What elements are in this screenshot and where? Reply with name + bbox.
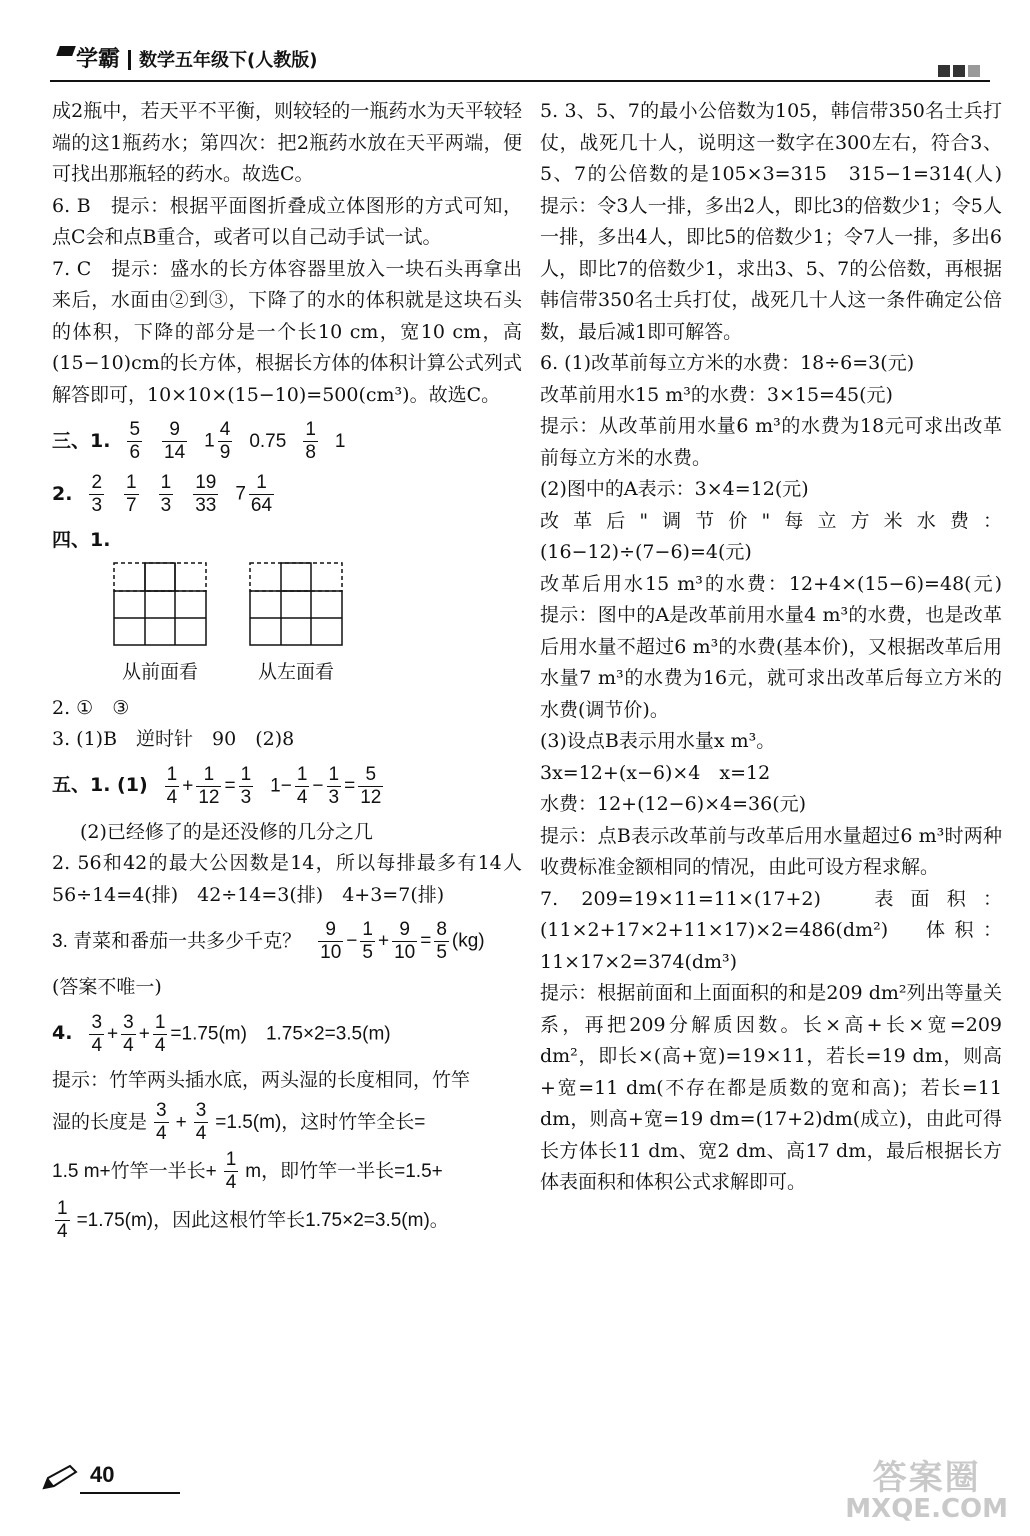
book-subtitle: 数学五年级下(人教版) [139, 50, 318, 71]
front-view-grid [112, 561, 208, 647]
decimal-value: 0.75 [249, 430, 287, 452]
fraction: $\frac{9}{14}$ [164, 419, 186, 463]
answer-6-2b: 改革后"调节价"每立方米水费：(16−12)÷(7−6)=4(元) [540, 509, 1002, 563]
right-column [540, 96, 1022, 1199]
left-column [52, 96, 542, 1247]
answer-continued: 成2瓶中，若天平不平衡，则较轻的一瓶药水为天平较轻端的这1瓶药水；第四次：把2瓶药水放在天平两端，便可找出那瓶轻的药水。故选C。 [52, 100, 522, 185]
section-3-row-1: 三、1. $\frac{5}{6}$ $\frac{9}{14}$ 1 $\frac{4}{9}$ 0.75 $\frac{1}{8}$ 1 [52, 419, 346, 463]
answer-6-2c: 改革后用水15 m³的水费：12+4×(15−6)=48(元) 提示：图中的A是改革前用水量4 m³的水费，也是改革后用水量不超过6 m³的水费(基本价)，又根据改革后用水量7 m³的水费为16元，就可求出改革后每立方米的水费(调节价)。 [540, 572, 1022, 721]
answer-5-1-2: (2)已经修了的是还没修的几分之几 [80, 820, 373, 843]
integer-value: 1 [334, 430, 346, 452]
answer-7-hint: 提示：根据前面和上面面积的和是209 dm²列出等量关系，再把209分解质因数。长×高+长×宽=209 dm²，即长×(高+宽)=19×11，若长=19 dm，则高+宽=11 dm(不存在都是质数的宽和高)；若长=11 dm，则高+宽=19 dm=(17+2)dm(成立)，由此可得长方体长11 dm、宽2 dm、高17 dm，最后根据长方体表面积和体积公式求解即可。 [540, 982, 1002, 1193]
answer-4-3: 3. (1)B 逆时针 90 (2)8 [52, 728, 295, 750]
answer-6: 6. B 提示：根据平面图折叠成立体图形的方式可知，点C会和点B重合，或者可以自己动手试一试。 [52, 194, 522, 248]
answer-6-3-eq: 3x=12+(x−6)×4 x=12 [540, 761, 771, 784]
page-header [50, 42, 990, 82]
brand-logo [58, 42, 317, 73]
front-view-caption: 从前面看 [121, 661, 198, 683]
view-diagrams [52, 561, 522, 689]
answer-6-3: (3)设点B表示用水量x m³。 [540, 730, 776, 752]
answer-7: 7. C 提示：盛水的长方体容器里放入一块石头再拿出来后，水面由②到③，下降了的水的体积就是这块石头的体积，下降的部分是一个长10 cm，宽10 cm，高(15−10)cm的长方体，根据长方体的体积计算公式列式解答即可，10×10×(15−10)=500(cm³)。故选C。 [52, 257, 522, 406]
footer-rule [80, 1492, 180, 1494]
fraction: $\frac{1}{8}$ [305, 419, 316, 463]
equation-1: $\frac{1}{4}$ + $\frac{1}{12}$ = $\frac{1}{3}$ [166, 763, 252, 808]
hint-line-3: 1.5 m+竹竿一半长+ $\frac{1}{4}$ m，即竹竿一半长=1.5+ [52, 1149, 443, 1193]
answer-6-1: 6. (1)改革前每立方米的水费：18÷6=3(元) [540, 352, 915, 374]
mixed-number: 1 $\frac{4}{9}$ [204, 419, 231, 463]
page-footer [40, 1458, 1020, 1524]
brand-name: 学霸 [76, 47, 121, 72]
section-3-row-2: 2. $\frac{2}{3}$ $\frac{1}{7}$ $\frac{1}{3}$ $\frac{19}{33}$ 7 $\frac{1}{64}$ [52, 472, 522, 517]
answer-6-3-fee: 水费：12+(12−6)×4=36(元) [540, 793, 807, 815]
left-view-grid [248, 561, 344, 647]
answer-5-3: 3. 青菜和番茄一共多少千克？ $\frac{9}{10}$ − $\frac{1}{5}$ + $\frac{9}{10}$ = $\frac{8}{5}$ (kg) [52, 919, 485, 963]
watermark: 答案圈 MXQE.COM [845, 1458, 1008, 1524]
answer-6-2: (2)图中的A表示：3×4=12(元) [540, 478, 809, 500]
fraction: $\frac{1}{7}$ [126, 472, 137, 516]
hint-line-2: 湿的长度是 $\frac{3}{4}$ + $\frac{3}{4}$ =1.5(m)，这时竹竿全长= [52, 1100, 426, 1144]
left-view-diagram [248, 561, 344, 689]
answer-5-4: 4. $\frac{3}{4}$ + $\frac{3}{4}$ + $\frac{1}{4}$ =1.75(m) 1.75×2=3.5(m) [52, 1011, 391, 1056]
header-divider [128, 50, 131, 70]
answer-7: 7. 209=19×11=11×(17+2) 表面积：(11×2+17×2+11×17)×2=486(dm²) 体积：11×17×2=374(dm³) [540, 887, 1002, 973]
answer-5: 5. 3、5、7的最小公倍数为105，韩信带350名士兵打仗，战死几十人，说明这一数字在300左右，符合3、5、7的公倍数的是105×3=315 315−1=314(人) 提示：令3人一排，多出2人，即比3的倍数少1；令5人一排，多出4人，即比5的倍数少1；令7人一排，多出6人，即比7的倍数少1，求出3、5、7的公倍数，再根据韩信带350名士兵打仗，战死几十人这一条件确定公倍数，最后减1即可解答。 [540, 100, 1022, 343]
header-rule [50, 80, 990, 82]
graduation-cap-icon [56, 46, 76, 56]
answer-5-2: 2. 56和42的最大公因数是14，所以每排最多有14人 56÷14=4(排) 42÷14=3(排) 4+3=7(排) [52, 852, 542, 906]
mixed-number: 7 $\frac{1}{64}$ [235, 472, 273, 516]
answer-6-hint-3: 提示：点B表示改革前与改革后用水量超过6 m³时两种收费标准金额相同的情况，由此可设方程求解。 [540, 824, 1002, 878]
header-squares-decoration [935, 62, 980, 81]
section-5-q1: 五、1. (1) $\frac{1}{4}$ + $\frac{1}{12}$ = $\frac{1}{3}$ 1− $\frac{1}{4}$ − $\frac{1}{3}$ = $\frac{5}{12}$ [52, 764, 522, 809]
page-number: 40 [90, 1462, 115, 1487]
fraction: $\frac{2}{3}$ [91, 472, 103, 516]
fraction: $\frac{19}{33}$ [195, 472, 217, 516]
answer-4-2: 2. ① ③ [52, 696, 130, 719]
front-view-diagram [112, 561, 208, 689]
section-4-label: 四、1. [52, 529, 111, 551]
equation: $\frac{3}{4}$ + $\frac{3}{4}$ + $\frac{1}{4}$ =1.75(m) 1.75×2=3.5(m) [91, 1011, 391, 1056]
fraction: $\frac{1}{3}$ [160, 472, 172, 516]
fraction: $\frac{5}{6}$ [129, 419, 141, 463]
hint-line-4: $\frac{1}{4}$ =1.75(m)，因此这根竹竿长1.75×2=3.5(m)。 [57, 1198, 449, 1242]
pencil-icon [40, 1464, 80, 1492]
answer-6-1b: 改革前用水15 m³的水费：3×15=45(元) [540, 383, 893, 406]
answer-note: (答案不唯一) [52, 976, 162, 998]
equation: $\frac{9}{10}$ − $\frac{1}{5}$ + $\frac{9}{10}$ = $\frac{8}{5}$ (kg) [320, 919, 485, 963]
hint-line-1: 提示：竹竿两头插水底，两头湿的长度相同，竹竿 [52, 1068, 471, 1091]
answer-6-hint-1: 提示：从改革前用水量6 m³的水费为18元可求出改革前每立方米的水费。 [540, 415, 1002, 469]
equation-2: 1− $\frac{1}{4}$ − $\frac{1}{3}$ = $\frac{5}{12}$ [270, 763, 382, 808]
left-view-caption: 从左面看 [257, 661, 334, 683]
